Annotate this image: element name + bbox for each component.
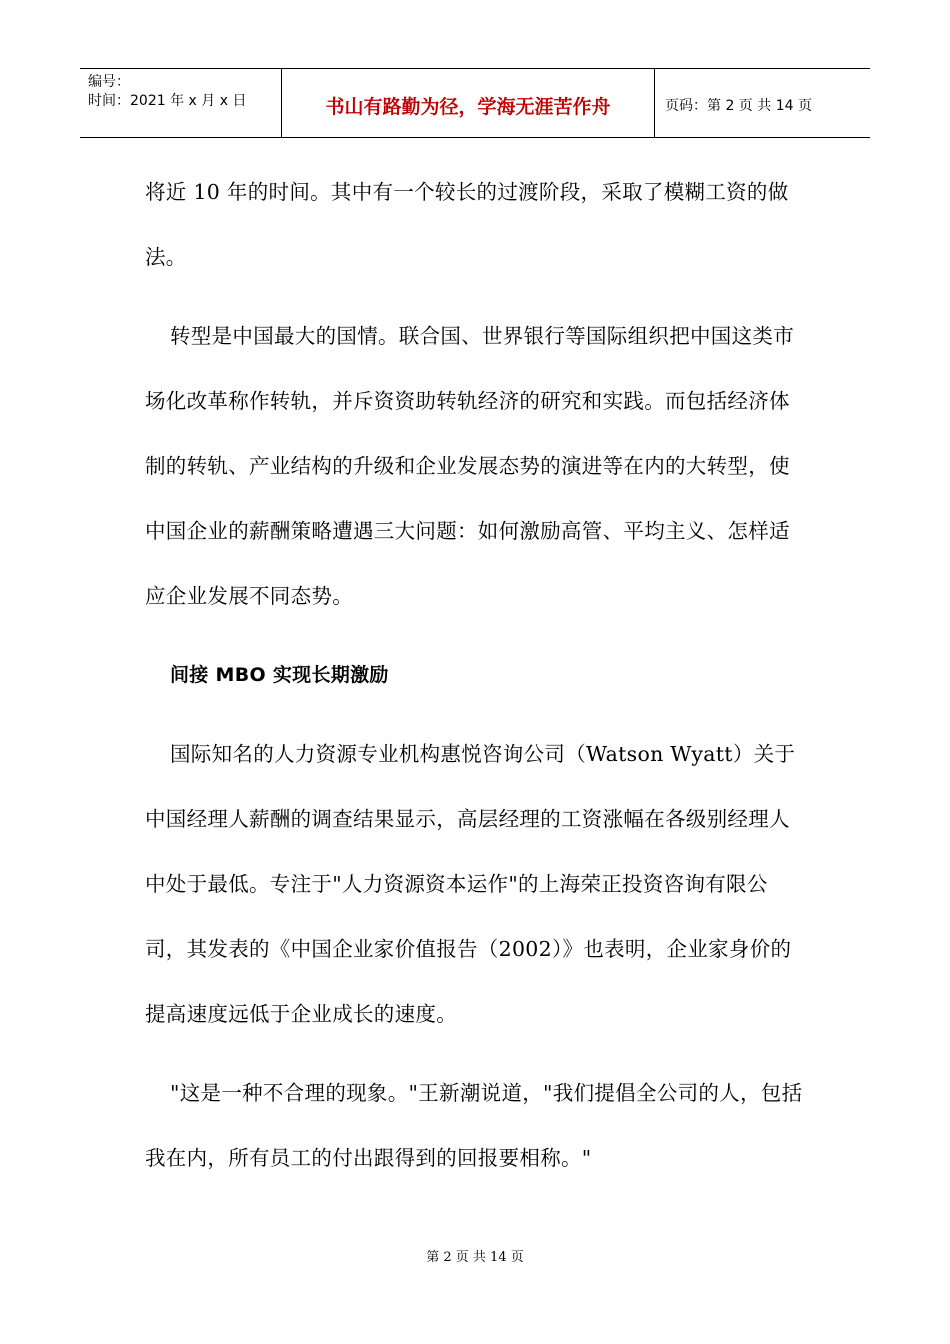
header-motto: 书山有路勤为径，学海无涯苦作舟 (282, 69, 655, 137)
section-heading: 间接 MBO 实现长期激励 (170, 664, 389, 686)
document-body (145, 160, 805, 1205)
paragraph-2: 转型是中国最大的国情。联合国、世界银行等国际组织把中国这类市场化改革称作转轨，并斥资资助转轨经济的研究和实践。而包括经济体制的转轨、产业结构的升级和企业发展态势的演进等在内的大转型，使中国企业的薪酬策略遭遇三大问题：如何激励高管、平均主义、怎样适应企业发展不同态势。 (145, 324, 794, 608)
date-label: 时间：2021 年 x 月 x 日 (88, 93, 247, 109)
header-page-info: 页码：第 2 页 共 14 页 (665, 98, 812, 114)
serial-number-label: 编号： (88, 74, 130, 90)
page-header (80, 68, 870, 138)
page-footer: 第 2 页 共 14 页 (426, 1250, 524, 1265)
paragraph-1: 将近 10 年的时间。其中有一个较长的过渡阶段，采取了模糊工资的做法。 (145, 180, 789, 269)
paragraph-4: "这是一种不合理的现象。"王新潮说道，"我们提倡全公司的人，包括我在内，所有员工的付出跟得到的回报要相称。" (145, 1081, 803, 1170)
paragraph-3: 国际知名的人力资源专业机构惠悦咨询公司（Watson Wyatt）关于中国经理人薪酬的调查结果显示，高层经理的工资涨幅在各级别经理人中处于最低。专注于"人力资源资本运作"的上海荣正投资咨询有限公司，其发表的《中国企业家价值报告（2002）》也表明，企业家身价的提高速度远低于企业成长的速度。 (145, 742, 796, 1026)
header-meta (80, 69, 282, 137)
